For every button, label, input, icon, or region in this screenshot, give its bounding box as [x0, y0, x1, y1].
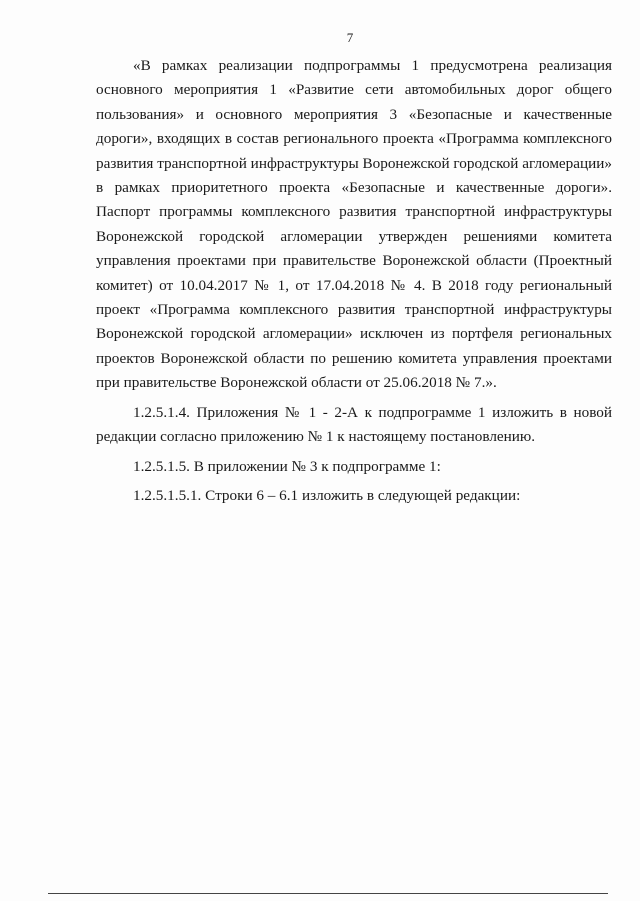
paragraph-item-1-2-5-1-5-1: 1.2.5.1.5.1. Строки 6 – 6.1 изложить в следующей редакции: — [133, 486, 521, 504]
bottom-scan-line — [48, 893, 608, 894]
paragraph-item-1-2-5-1-5: 1.2.5.1.5. В приложении № 3 к подпрограмме 1: — [133, 457, 441, 475]
paragraph-item-1-2-5-1-4: 1.2.5.1.4. Приложения № 1 - 2-А к подпрограмме 1 изложить в новой редакции согласно приложению № 1 к настоящему постановлению. — [96, 403, 612, 446]
paragraph-program-description: «В рамках реализации подпрограммы 1 предусмотрена реализация основного мероприятия 1 «Развитие сети автомобильных дорог общего пользования» и основного мероприятия 3 «Безопасные и качественные дороги», входящих в состав регионального проекта «Программа комплексного развития транспортной инфраструктуры Воронежской городской агломерации» в рамках приоритетного проекта «Безопасные и качественные дороги». Паспорт программы комплексного развития транспортной инфраструктуры Воронежской городской агломерации утвержден решениями комитета управления проектами при правительстве Воронежской области (Проектный комитет) от 10.04.2017 № 1, от 17.04.2018 № 4. В 2018 году региональный проект «Программа комплексного развития транспортной инфраструктуры Воронежской городской агломерации» исключен из портфеля региональных проектов Воронежской области по решению комитета управления проектами при правительстве Воронежской области от 25.06.2018 № 7.». — [96, 57, 612, 392]
document-body — [96, 54, 612, 508]
page-number: 7 — [346, 30, 354, 45]
